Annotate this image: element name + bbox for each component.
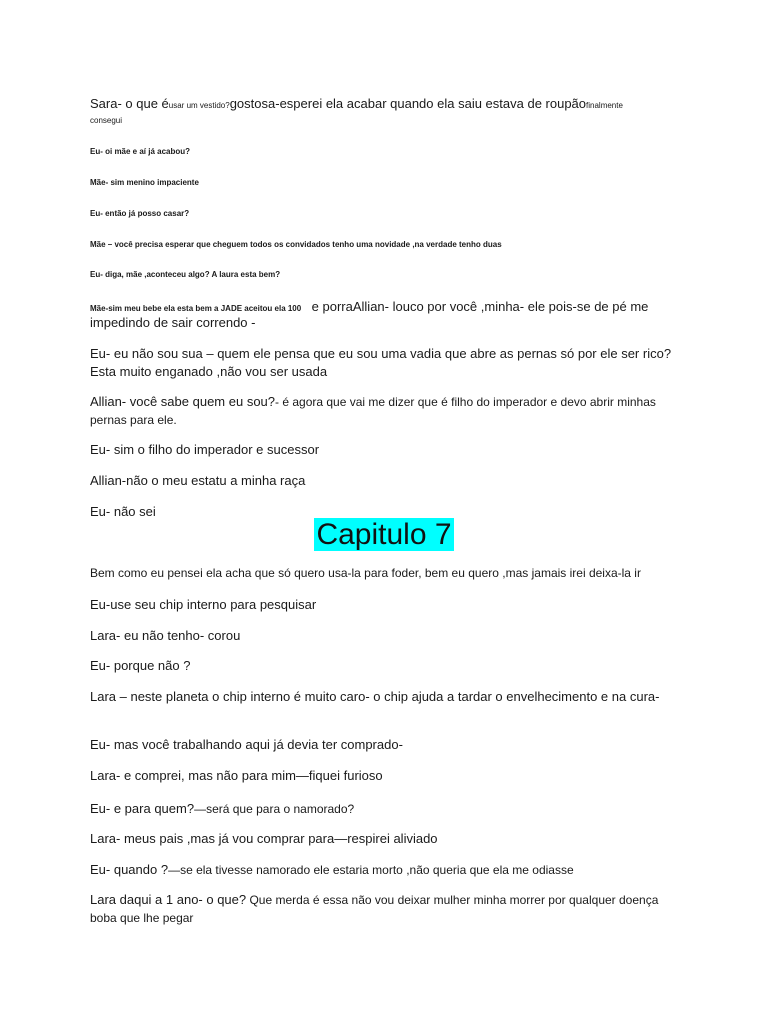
text-run: e porraAllian- louco por você ,minha- ele pois-se de pé me — [311, 299, 649, 314]
chapter-heading — [0, 518, 768, 553]
dialogue-line: Mãe- sim menino impaciente — [90, 178, 199, 187]
dialogue-line: Lara- eu não tenho- corou — [90, 628, 241, 643]
dialogue-line: Eu- não sei — [90, 504, 156, 519]
dialogue-line: Eu- sim o filho do imperador e sucessor — [90, 442, 320, 457]
dialogue-line: Eu- porque não ? — [90, 658, 191, 673]
dialogue-line: Eu- mas você trabalhando aqui já devia ter comprado- — [90, 737, 403, 752]
dialogue-line-mixed — [90, 799, 680, 818]
text-run: —se ela tivesse namorado ele estaria morto ,não queria que ela me odiasse — [168, 863, 574, 877]
dialogue-line: Mãe – você precisa esperar que cheguem todos os convidados tenho uma novidade ,na verdade tenho duas — [90, 240, 502, 249]
text-run: —respirei aliviado — [334, 831, 438, 846]
dialogue-line: Eu-use seu chip interno para pesquisar — [90, 597, 317, 612]
text-run-small: Mãe-sim meu bebe ela esta bem a JADE aceitou ela 100 — [90, 304, 302, 313]
chapter-title: Capitulo 7 — [316, 518, 452, 551]
text-run: Lara daqui a 1 ano- o que? — [90, 892, 247, 907]
dialogue-line: Eu- então já posso casar? — [90, 209, 190, 218]
text-run: Lara- meus pais ,mas já vou comprar para — [90, 831, 335, 846]
dialogue-line: Lara- e comprei, mas não para mim—fiquei furioso — [90, 768, 383, 783]
paragraph-continuation: consegui — [90, 116, 123, 125]
paragraph-sara-dress — [90, 94, 680, 113]
dialogue-line-mixed — [90, 297, 680, 316]
dialogue-line: Allian-não o meu estatu a minha raça — [90, 473, 306, 488]
dialogue-line: Eu- oi mãe e aí já acabou? — [90, 147, 191, 156]
dialogue-paragraph — [90, 891, 680, 927]
text-run: —será que para o namorado? — [194, 802, 355, 816]
text-run-small: finalmente — [586, 101, 623, 110]
dialogue-line-mixed — [90, 860, 680, 879]
narration-line: Bem como eu pensei ela acha que só quero usa-la para foder, bem eu quero ,mas jamais irei deixa-la ir — [90, 566, 641, 580]
dialogue-line-mixed — [90, 829, 680, 848]
dialogue-paragraph — [90, 393, 680, 429]
dialogue-line: Eu- diga, mãe ,aconteceu algo? A laura esta bem? — [90, 270, 281, 279]
dialogue-paragraph: Lara – neste planeta o chip interno é muito caro- o chip ajuda a tardar o envelhecimento e na cura- — [90, 689, 660, 704]
text-run: Allian- você sabe quem eu sou? — [90, 394, 276, 409]
text-run: - é agora que vai me dizer que é filho do imperador e devo abrir minhas pernas para ele. — [90, 395, 656, 427]
text-run: Que merda é essa não vou deixar mulher minha morrer por qualquer doença boba que lhe pegar — [90, 893, 659, 925]
paragraph-continuation: impedindo de sair correndo - — [90, 315, 256, 330]
text-run: gostosa-esperei ela acabar quando ela saiu estava de roupão — [229, 96, 587, 111]
text-run: Eu- quando ? — [90, 862, 169, 877]
text-run-small: usar um vestido? — [168, 101, 230, 110]
dialogue-paragraph: Eu- eu não sou sua – quem ele pensa que eu sou uma vadia que abre as pernas só por ele ser rico? Esta muito enganado ,não vou ser usada — [90, 346, 672, 379]
text-run: Eu- e para quem? — [90, 801, 195, 816]
text-run: Sara- o que é — [90, 96, 169, 111]
